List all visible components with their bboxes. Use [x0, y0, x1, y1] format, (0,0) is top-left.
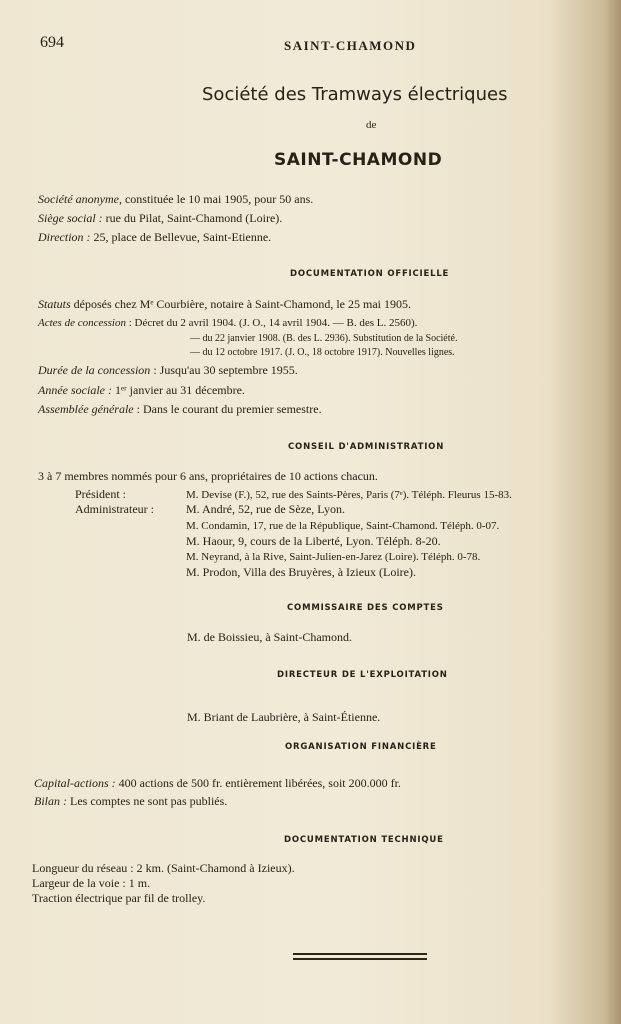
president-label: Président : [75, 487, 126, 501]
title-city: SAINT-CHAMOND [274, 150, 443, 170]
admin-label: Administrateur : [75, 502, 154, 516]
member-line: M. Haour, 9, cours de la Liberté, Lyon. Téléph. 8-20. [186, 534, 441, 548]
commissaire-text: M. de Boissieu, à Saint-Chamond. [187, 630, 352, 644]
section-heading-conseil: CONSEIL D'ADMINISTRATION [288, 442, 445, 452]
capital-line [34, 776, 401, 791]
annee-text: 1ᵉʳ janvier au 31 décembre. [111, 383, 245, 397]
member-line: M. Condamin, 17, rue de la République, Saint-Chamond. Téléph. 0-07. [186, 520, 500, 532]
annee-line [38, 383, 245, 398]
identity-text: rue du Pilat, Saint-Chamond (Loire). [102, 211, 283, 225]
identity-line [38, 211, 282, 226]
annee-label: Année sociale : [38, 383, 112, 397]
bilan-label: Bilan : [34, 794, 67, 808]
statuts-text: déposés chez Mᵉ Courbière, notaire à Saint-Chamond, le 25 mai 1905. [70, 297, 411, 311]
running-head: SAINT-CHAMOND [284, 38, 417, 53]
capital-label: Capital-actions : [34, 776, 116, 790]
duree-text: : Jusqu'au 30 septembre 1955. [150, 363, 298, 377]
section-heading-finance: ORGANISATION FINANCIÈRE [285, 742, 437, 752]
capital-text: 400 actions de 500 fr. entièrement libérées, soit 200.000 fr. [115, 776, 401, 790]
directeur-text: M. Briant de Laubrière, à Saint-Étienne. [187, 710, 381, 724]
statuts-label: Statuts [38, 297, 71, 311]
identity-line [38, 192, 313, 207]
identity-line [38, 230, 271, 245]
assemblee-text: : Dans le courant du premier semestre. [133, 402, 322, 416]
section-heading-commissaire: COMMISSAIRE DES COMPTES [287, 603, 444, 613]
actes-label: Actes de concession [38, 317, 126, 329]
technique-line: Traction électrique par fil de trolley. [32, 891, 206, 905]
duree-label: Durée de la concession [38, 363, 151, 377]
section-heading-directeur: DIRECTEUR DE L'EXPLOITATION [277, 670, 448, 680]
end-rule-bottom [293, 958, 427, 960]
assemblee-label: Assemblée générale [38, 402, 134, 416]
technique-line: Longueur du réseau : 2 km. (Saint-Chamond à Izieux). [32, 861, 295, 875]
bilan-text: Les comptes ne sont pas publiés. [67, 794, 228, 808]
identity-label: Société anonyme, [38, 192, 122, 206]
actes-line [38, 316, 417, 331]
duree-line [38, 363, 298, 378]
section-heading-technique: DOCUMENTATION TECHNIQUE [284, 835, 444, 845]
assemblee-line [38, 402, 322, 417]
actes-line-2: — du 22 janvier 1908. (B. des L. 2936). Substitution de la Société. [190, 333, 458, 344]
actes-line-3: — du 12 octobre 1917. (J. O., 18 octobre 1917). Nouvelles lignes. [190, 347, 455, 358]
member-line: M. Prodon, Villa des Bruyères, à Izieux (Loire). [186, 565, 416, 579]
title-de: de [366, 119, 377, 131]
identity-label: Direction : [38, 230, 91, 244]
bilan-line [34, 794, 227, 809]
identity-text: 25, place de Bellevue, Saint-Etienne. [90, 230, 272, 244]
end-rule-top [293, 953, 427, 955]
technique-line: Largeur de la voie : 1 m. [32, 876, 151, 890]
actes-text: : Décret du 2 avril 1904. (J. O., 14 avril 1904. — B. des L. 2560). [125, 317, 418, 329]
member-line: M. André, 52, rue de Sèze, Lyon. [186, 502, 345, 516]
member-line: M. Devise (F.), 52, rue des Saints-Pères, Paris (7ᵉ). Téléph. Fleurus 15-83. [186, 489, 512, 501]
section-heading-doc-officielle: DOCUMENTATION OFFICIELLE [290, 269, 450, 279]
statuts-line [38, 297, 411, 312]
identity-text: constituée le 10 mai 1905, pour 50 ans. [121, 192, 314, 206]
identity-label: Siège social : [38, 211, 103, 225]
company-title: Société des Tramways électriques [202, 84, 508, 105]
member-line: M. Neyrand, à la Rive, Saint-Julien-en-Jarez (Loire). Téléph. 0-78. [186, 551, 481, 563]
page-number: 694 [40, 34, 64, 51]
conseil-intro: 3 à 7 membres nommés pour 6 ans, propriétaires de 10 actions chacun. [38, 469, 378, 483]
